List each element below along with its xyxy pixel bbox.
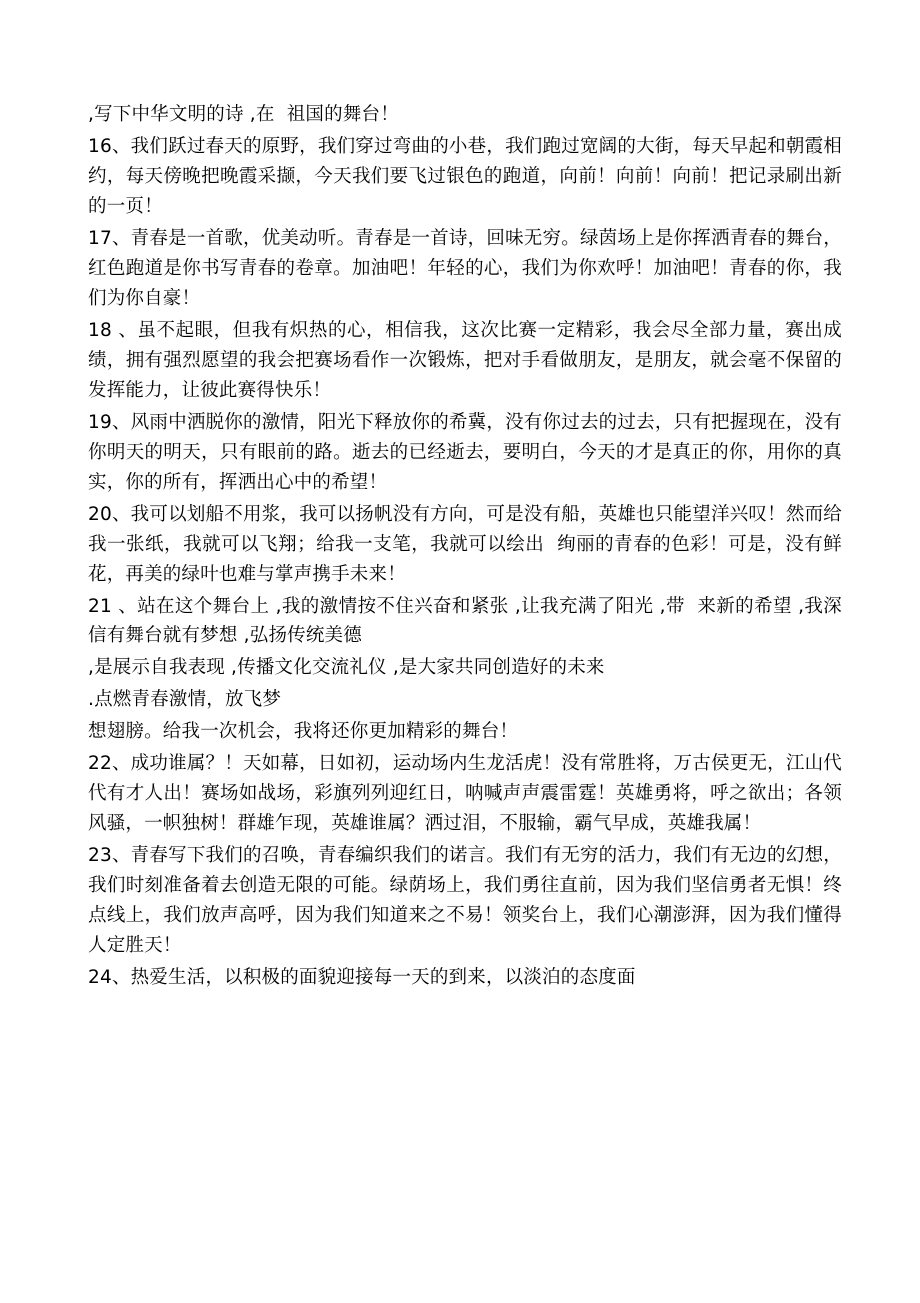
paragraph: 22、成功谁属？！天如幕，日如初，运动场内生龙活虎！没有常胜将，万古侯更无，江山代代有才人出！赛场如战场，彩旗列列迎红日，呐喊声声震雷霆！英雄勇将，呼之欲出；各领风骚，一帜独树！群雄乍现，英雄谁属？洒过泪，不服输，霸气早成，英雄我属！	[88, 753, 842, 835]
paragraph: 18 、虽不起眼，但我有炽热的心，相信我，这次比赛一定精彩，我会尽全部力量，赛出成绩，拥有强烈愿望的我会把赛场看作一次锻炼，把对手看做朋友，是朋友，就会毫不保留的发挥能力，让彼此赛得快乐！	[88, 319, 842, 401]
paragraph: 21 、站在这个舞台上 ,我的激情按不住兴奋和紧张 ,让我充满了阳光 ,带 来新的希望 ,我深信有舞台就有梦想 ,弘扬传统美德	[88, 595, 842, 647]
paragraph: 23、青春写下我们的召唤，青春编织我们的诺言。我们有无穷的活力，我们有无边的幻想，我们时刻准备着去创造无限的可能。绿荫场上，我们勇往直前，因为我们坚信勇者无惧！终点线上，我们放声高呼，因为我们知道来之不易！领奖台上，我们心潮澎湃，因为我们懂得人定胜天！	[88, 845, 842, 957]
paragraph: 16、我们跃过春天的原野，我们穿过弯曲的小巷，我们跑过宽阔的大街，每天早起和朝霞相约，每天傍晚把晚霞采撷，今天我们要飞过银色的跑道，向前！向前！向前！把记录刷出新的一页！	[88, 135, 842, 217]
paragraph: ,写下中华文明的诗 ,在 祖国的舞台！	[88, 104, 399, 125]
paragraph: 19、风雨中洒脱你的激情，阳光下释放你的希冀，没有你过去的过去，只有把握现在，没有你明天的明天，只有眼前的路。逝去的已经逝去，要明白，今天的才是真正的你，用你的真实，你的所有，挥洒出心中的希望！	[88, 411, 842, 493]
paragraph: 24、热爱生活，以积极的面貌迎接每一天的到来，以淡泊的态度面	[88, 967, 636, 989]
paragraph: 17、青春是一首歌，优美动听。青春是一首诗，回味无穷。绿茵场上是你挥洒青春的舞台，红色跑道是你书写青春的卷章。加油吧！年轻的心，我们为你欢呼！加油吧！青春的你，我们为你自豪！	[88, 227, 842, 309]
paragraph: 20、我可以划船不用浆，我可以扬帆没有方向，可是没有船，英雄也只能望洋兴叹！然而给我一张纸，我就可以飞翔；给我一支笔，我就可以绘出 绚丽的青春的色彩！可是，没有鲜花，再美的绿叶也难与掌声携手未来！	[88, 503, 842, 585]
paragraph: ,是展示自我表现 ,传播文化交流礼仪 ,是大家共同创造好的未来	[88, 657, 605, 679]
paragraph: .点燃青春激情，放飞梦	[88, 689, 282, 711]
document-body	[88, 100, 842, 993]
paragraph: 想翅膀。给我一次机会，我将还你更加精彩的舞台！	[88, 721, 519, 743]
